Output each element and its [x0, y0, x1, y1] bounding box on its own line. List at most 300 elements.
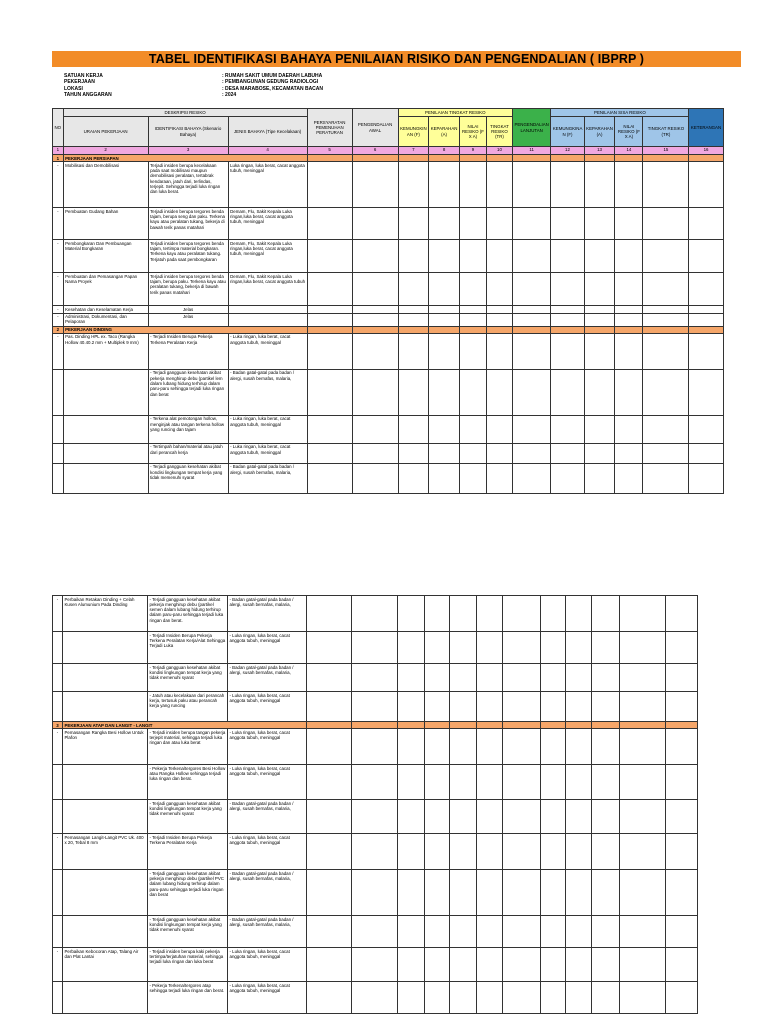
empty-cell	[592, 834, 620, 870]
row-number: -	[53, 313, 64, 326]
section-empty-cell	[584, 326, 615, 333]
header-pengendalian-lanjutan: PENGENDALIAN LANJUTAN	[512, 109, 550, 147]
info-row	[64, 92, 323, 98]
empty-cell	[398, 463, 429, 493]
empty-cell	[592, 692, 620, 722]
empty-cell	[503, 765, 541, 800]
header-kemungkinan: KEMUNGKIN AN (F)	[398, 117, 429, 147]
empty-cell	[307, 208, 352, 240]
empty-cell	[398, 916, 425, 948]
empty-cell	[620, 765, 666, 800]
section-empty-cell	[689, 326, 723, 333]
empty-cell	[429, 369, 460, 415]
empty-cell	[477, 765, 503, 800]
empty-cell	[352, 313, 398, 326]
section-empty-cell	[459, 155, 486, 162]
section-empty-cell	[551, 326, 584, 333]
table-row	[53, 415, 724, 443]
empty-cell	[512, 313, 550, 326]
empty-cell	[503, 982, 541, 1014]
empty-cell	[352, 333, 398, 369]
empty-cell	[307, 415, 352, 443]
empty-cell	[352, 870, 398, 916]
empty-cell	[398, 333, 429, 369]
jenis-cell: - Badan gatal-gatal pada badan / alergi, susah bernafas, malaria,	[228, 870, 307, 916]
empty-cell	[450, 692, 477, 722]
row-number: -	[53, 596, 63, 632]
section-empty-cell	[503, 722, 541, 729]
empty-cell	[459, 443, 486, 463]
empty-cell	[512, 463, 550, 493]
info-value: : 2024	[222, 92, 237, 99]
empty-cell	[551, 333, 584, 369]
empty-cell	[584, 313, 615, 326]
identifikasi-cell: Jelas	[148, 313, 228, 326]
identifikasi-cell: - Tertimpah bahan/material atau jatuh dari perancah kerja	[148, 443, 228, 463]
section-empty-cell	[566, 722, 592, 729]
empty-cell	[450, 982, 477, 1014]
section-empty-cell	[615, 155, 643, 162]
row-number	[53, 800, 63, 834]
empty-cell	[459, 208, 486, 240]
empty-cell	[425, 982, 450, 1014]
empty-cell	[307, 162, 352, 208]
column-number: 7	[398, 147, 429, 155]
header-nilai: NILAI RESIKO (F X A)	[459, 117, 486, 147]
empty-cell	[551, 313, 584, 326]
empty-cell	[307, 692, 352, 722]
column-number: 12	[551, 147, 584, 155]
empty-cell	[307, 982, 352, 1014]
empty-cell	[689, 443, 723, 463]
empty-cell	[503, 664, 541, 692]
uraian-cell	[63, 632, 148, 664]
empty-cell	[398, 240, 429, 273]
empty-cell	[512, 443, 550, 463]
empty-cell	[551, 369, 584, 415]
uraian-cell: Perbaikan Retakan Dinding + Celah Kusen Alumunium Pada Dinding	[63, 596, 148, 632]
empty-cell	[477, 916, 503, 948]
header-kemungkinan-sisa: KEMUNGKINA N (F)	[551, 117, 584, 147]
empty-cell	[352, 982, 398, 1014]
uraian-cell	[63, 870, 148, 916]
header-tingkat: TINGKAT RESIKO (TR)	[486, 117, 512, 147]
empty-cell	[615, 313, 643, 326]
empty-cell	[459, 273, 486, 306]
table-row	[53, 948, 698, 982]
row-number	[53, 916, 63, 948]
uraian-cell: Perbaikan Kebocoran Atap, Talang Air dan Plat Lantai	[63, 948, 148, 982]
empty-cell	[666, 834, 698, 870]
jenis-cell: - Luka ringan, luka berat, cacat anggota tubuh, meninggal	[228, 948, 307, 982]
row-number: -	[53, 306, 64, 313]
empty-cell	[450, 916, 477, 948]
section-empty-cell	[459, 326, 486, 333]
empty-cell	[398, 834, 425, 870]
table-row	[53, 729, 698, 765]
section-row	[53, 155, 724, 162]
empty-cell	[666, 948, 698, 982]
empty-cell	[352, 273, 398, 306]
section-empty-cell	[398, 155, 429, 162]
header-tingkat-sisa: TINGKAT RESIKO (TR)	[643, 117, 689, 147]
empty-cell	[666, 664, 698, 692]
empty-cell	[352, 443, 398, 463]
row-number	[53, 765, 63, 800]
uraian-cell	[63, 916, 148, 948]
section-empty-cell	[512, 326, 550, 333]
empty-cell	[307, 948, 352, 982]
empty-cell	[352, 729, 398, 765]
empty-cell	[689, 333, 723, 369]
empty-cell	[584, 415, 615, 443]
empty-cell	[429, 240, 460, 273]
identifikasi-cell: Terjadi insiden berupa tergores benda tajam, tertimpa material bongkaran. Terkena kayu atau peralatan tukang. Terjatuh pada saat pembongkaran	[148, 240, 228, 273]
empty-cell	[666, 870, 698, 916]
empty-cell	[398, 208, 429, 240]
table-row	[53, 982, 698, 1014]
empty-cell	[486, 162, 512, 208]
section-empty-cell	[477, 722, 503, 729]
identifikasi-cell: Jelas	[148, 306, 228, 313]
empty-cell	[584, 273, 615, 306]
section-empty-cell	[666, 722, 698, 729]
uraian-cell	[63, 443, 148, 463]
empty-cell	[477, 982, 503, 1014]
empty-cell	[592, 800, 620, 834]
empty-cell	[352, 162, 398, 208]
empty-cell	[352, 415, 398, 443]
empty-cell	[643, 415, 689, 443]
empty-cell	[459, 240, 486, 273]
empty-cell	[566, 664, 592, 692]
empty-cell	[486, 313, 512, 326]
section-empty-cell	[584, 155, 615, 162]
empty-cell	[307, 870, 352, 916]
table-row	[53, 664, 698, 692]
empty-cell	[429, 333, 460, 369]
empty-cell	[551, 208, 584, 240]
header-persyaratan: PERSYARATAN PEMENUHAN PERATURAN	[307, 109, 352, 147]
empty-cell	[689, 463, 723, 493]
uraian-cell: Pemasangan Langit-Langit PVC Uk. 400 x 20, Tebal 8 mm	[63, 834, 148, 870]
empty-cell	[450, 765, 477, 800]
row-number: -	[53, 834, 63, 870]
empty-cell	[541, 800, 566, 834]
empty-cell	[615, 240, 643, 273]
empty-cell	[584, 369, 615, 415]
empty-cell	[398, 415, 429, 443]
row-number	[53, 463, 64, 493]
empty-cell	[666, 916, 698, 948]
empty-cell	[398, 306, 429, 313]
section-empty-cell	[307, 722, 352, 729]
empty-cell	[398, 692, 425, 722]
section-empty-cell	[486, 326, 512, 333]
info-label: PEKERJAAN	[64, 79, 95, 86]
empty-cell	[425, 632, 450, 664]
empty-cell	[429, 162, 460, 208]
empty-cell	[450, 834, 477, 870]
empty-cell	[666, 729, 698, 765]
empty-cell	[450, 729, 477, 765]
empty-cell	[592, 729, 620, 765]
empty-cell	[592, 596, 620, 632]
empty-cell	[512, 369, 550, 415]
empty-cell	[486, 240, 512, 273]
project-info	[64, 73, 323, 99]
empty-cell	[429, 313, 460, 326]
jenis-cell: - Luka ringan, luka berat, cacat anggota tubuh, meninggal	[228, 333, 307, 369]
empty-cell	[541, 596, 566, 632]
header-identifikasi: IDENTIFIKASI BAHAYA (Skenario Bahaya)	[148, 117, 228, 147]
empty-cell	[584, 306, 615, 313]
risk-table-page-2	[52, 595, 698, 1014]
jenis-cell	[228, 313, 307, 326]
empty-cell	[503, 916, 541, 948]
jenis-cell: - Badan gatal-gatal pada badan / alergi, susah bernafas, malaria,	[228, 916, 307, 948]
section-empty-cell	[643, 155, 689, 162]
empty-cell	[541, 729, 566, 765]
empty-cell	[352, 306, 398, 313]
row-number	[53, 415, 64, 443]
empty-cell	[450, 664, 477, 692]
empty-cell	[429, 208, 460, 240]
empty-cell	[307, 834, 352, 870]
empty-cell	[425, 765, 450, 800]
empty-cell	[459, 463, 486, 493]
table-row	[53, 800, 698, 834]
header-penilaian-tingkat: PENILAIAN TINGKAT RESIKO	[398, 109, 512, 117]
empty-cell	[425, 834, 450, 870]
empty-cell	[307, 664, 352, 692]
empty-cell	[307, 306, 352, 313]
empty-cell	[477, 664, 503, 692]
uraian-cell	[63, 765, 148, 800]
column-number: 15	[643, 147, 689, 155]
empty-cell	[398, 982, 425, 1014]
info-value: : DESA MARABOSE, KECAMATAN BACAN	[222, 85, 324, 92]
risk-table-page-1	[52, 108, 724, 494]
empty-cell	[425, 948, 450, 982]
column-number: 5	[307, 147, 352, 155]
column-number: 9	[459, 147, 486, 155]
empty-cell	[643, 443, 689, 463]
empty-cell	[307, 800, 352, 834]
empty-cell	[398, 632, 425, 664]
empty-cell	[541, 834, 566, 870]
header-uraian: URAIAN PEKERJAAN	[63, 117, 148, 147]
jenis-cell: - Luka ringan, luka berat, cacat anggota tubuh, meninggal	[228, 415, 307, 443]
empty-cell	[620, 729, 666, 765]
column-number: 11	[512, 147, 550, 155]
empty-cell	[566, 765, 592, 800]
empty-cell	[307, 463, 352, 493]
empty-cell	[615, 162, 643, 208]
table-row	[53, 369, 724, 415]
empty-cell	[398, 162, 429, 208]
empty-cell	[450, 632, 477, 664]
empty-cell	[307, 333, 352, 369]
section-empty-cell	[352, 155, 398, 162]
jenis-cell: - Luka ringan, luka berat, cacat anggota tubuh, meninggal	[228, 982, 307, 1014]
empty-cell	[689, 369, 723, 415]
row-number: -	[53, 333, 64, 369]
empty-cell	[307, 273, 352, 306]
empty-cell	[352, 463, 398, 493]
table-row	[53, 208, 724, 240]
empty-cell	[615, 369, 643, 415]
section-title: PEKERJAAN ATAP DAN LANGIT - LANGIT	[63, 722, 307, 729]
empty-cell	[429, 415, 460, 443]
section-empty-cell	[541, 722, 566, 729]
empty-cell	[584, 463, 615, 493]
section-number: 3	[53, 722, 63, 729]
empty-cell	[620, 870, 666, 916]
empty-cell	[551, 306, 584, 313]
empty-cell	[352, 664, 398, 692]
section-empty-cell	[398, 722, 425, 729]
jenis-cell: - Badan gatal-gatal pada badan / alergi, susah bernafas, malaria,	[228, 664, 307, 692]
empty-cell	[551, 162, 584, 208]
uraian-cell	[63, 664, 148, 692]
empty-cell	[566, 596, 592, 632]
uraian-cell	[63, 800, 148, 834]
empty-cell	[425, 800, 450, 834]
empty-cell	[592, 664, 620, 692]
empty-cell	[512, 415, 550, 443]
empty-cell	[615, 333, 643, 369]
empty-cell	[615, 443, 643, 463]
row-number	[53, 870, 63, 916]
uraian-cell	[63, 692, 148, 722]
row-number	[53, 443, 64, 463]
empty-cell	[429, 443, 460, 463]
empty-cell	[584, 162, 615, 208]
empty-cell	[584, 208, 615, 240]
section-row	[53, 722, 698, 729]
empty-cell	[689, 162, 723, 208]
empty-cell	[620, 834, 666, 870]
empty-cell	[425, 870, 450, 916]
jenis-cell: - Badan gatal-gatal pada badan / alergi, susah bernafas, malaria,	[228, 463, 307, 493]
empty-cell	[307, 632, 352, 664]
identifikasi-cell: - Jatuh atau kecelakaan dari perancah kerja, tertusuk paku atau perancah kerja yang runcing	[148, 692, 228, 722]
empty-cell	[643, 313, 689, 326]
empty-cell	[566, 916, 592, 948]
identifikasi-cell: - Terkena alat pemotongan hollow, menginjak atau tangan terkena hollow yang runcing dan tajam	[148, 415, 228, 443]
table-row	[53, 443, 724, 463]
empty-cell	[615, 273, 643, 306]
empty-cell	[503, 870, 541, 916]
empty-cell	[566, 948, 592, 982]
empty-cell	[429, 463, 460, 493]
empty-cell	[503, 632, 541, 664]
empty-cell	[541, 870, 566, 916]
empty-cell	[307, 765, 352, 800]
empty-cell	[643, 333, 689, 369]
empty-cell	[486, 208, 512, 240]
identifikasi-cell: Terjadi insiden berupa tergores benda tajam, berupa seng dan paku. Terkena kayu atau peralatan tukang, bekerja di bawah terik panas matahari	[148, 208, 228, 240]
empty-cell	[425, 692, 450, 722]
column-number: 16	[689, 147, 723, 155]
empty-cell	[620, 596, 666, 632]
uraian-cell	[63, 463, 148, 493]
empty-cell	[425, 916, 450, 948]
column-number: 13	[584, 147, 615, 155]
empty-cell	[352, 632, 398, 664]
uraian-cell: Administrasi, Dokumentasi, dan Pelaporan	[63, 313, 148, 326]
empty-cell	[352, 369, 398, 415]
column-number: 8	[429, 147, 460, 155]
empty-cell	[398, 596, 425, 632]
jenis-cell: - Luka ringan, luka berat, cacat anggota tubuh, meninggal	[228, 632, 307, 664]
empty-cell	[477, 632, 503, 664]
identifikasi-cell: - Terjadi gangguan kesehatan akibat pekerja menghirup debu (partikel PVC dalam lubang hidung terhirup dalam paru-paru sehingga terjadi luka ringan dan berat	[148, 870, 228, 916]
identifikasi-cell: - Terjadi Insiden Berupa Pekerja Terkena Peralatan Kerja	[148, 333, 228, 369]
empty-cell	[620, 948, 666, 982]
uraian-cell: Mobilisasi dan Demobilisasi	[63, 162, 148, 208]
info-value: : PEMBANGUNAN GEDUNG RADIOLOGI	[222, 79, 319, 86]
empty-cell	[643, 463, 689, 493]
empty-cell	[512, 208, 550, 240]
empty-cell	[398, 765, 425, 800]
section-empty-cell	[429, 326, 460, 333]
empty-cell	[352, 800, 398, 834]
identifikasi-cell: Terjadi insiden berupa kecelakaan pada saat mobilisasi maupun demobilisasi peralatan, tertabrak kendaraan, jatuh dari, terlindas, terjepit. Sehingga terjadi luka ringan dan luka berat.	[148, 162, 228, 208]
identifikasi-cell: - Terjadi gangguan kesehatan akibat pekerja menghirup debu (partikel semen dalam lubang hidung terhirup dalam paru-paru sehingga terjadi luka ringan dan berat.	[148, 596, 228, 632]
row-number: -	[53, 948, 63, 982]
info-label: TAHUN ANGGARAN	[64, 92, 112, 99]
empty-cell	[307, 916, 352, 948]
section-empty-cell	[689, 155, 723, 162]
empty-cell	[398, 313, 429, 326]
empty-cell	[566, 982, 592, 1014]
section-row	[53, 326, 724, 333]
identifikasi-cell: - Terjadi gangguan kesehatan akibat kondisi lingkungan tempat kerja yang tidak memenuhi syarat	[148, 664, 228, 692]
header-pengendalian-awal: PENGENDALIAN AWAL	[352, 109, 398, 147]
table-row	[53, 765, 698, 800]
column-number: 4	[228, 147, 307, 155]
empty-cell	[429, 273, 460, 306]
empty-cell	[541, 765, 566, 800]
empty-cell	[307, 443, 352, 463]
uraian-cell: Pembongkaran Dan Pembuangan Material Bongkaran	[63, 240, 148, 273]
empty-cell	[551, 463, 584, 493]
uraian-cell	[63, 982, 148, 1014]
section-empty-cell	[307, 326, 352, 333]
header-no: NO	[53, 109, 64, 147]
empty-cell	[503, 800, 541, 834]
empty-cell	[620, 632, 666, 664]
row-number	[53, 692, 63, 722]
jenis-cell: - Badan gatal-gatal pada badan / alergi, susah bernafas, malaria,	[228, 596, 307, 632]
section-title: PEKERJAAN DINDING	[63, 326, 307, 333]
jenis-cell: - Luka ringan, luka berat, cacat anggota tubuh, meninggal	[228, 443, 307, 463]
column-number: 3	[148, 147, 228, 155]
uraian-cell: Pembuatan Gudang Bahan	[63, 208, 148, 240]
row-number	[53, 982, 63, 1014]
empty-cell	[307, 240, 352, 273]
header-penilaian-sisa: PENILAIAN SISA RESIKO	[551, 109, 689, 117]
empty-cell	[689, 240, 723, 273]
uraian-cell: Pas. Dinding HPL ex. Taco (Rangka Hollow 40.40.2 mm + Multiplek 9 mm)	[63, 333, 148, 369]
row-number	[53, 369, 64, 415]
table-row	[53, 692, 698, 722]
row-number: -	[53, 162, 64, 208]
table-row	[53, 596, 698, 632]
table-row	[53, 916, 698, 948]
